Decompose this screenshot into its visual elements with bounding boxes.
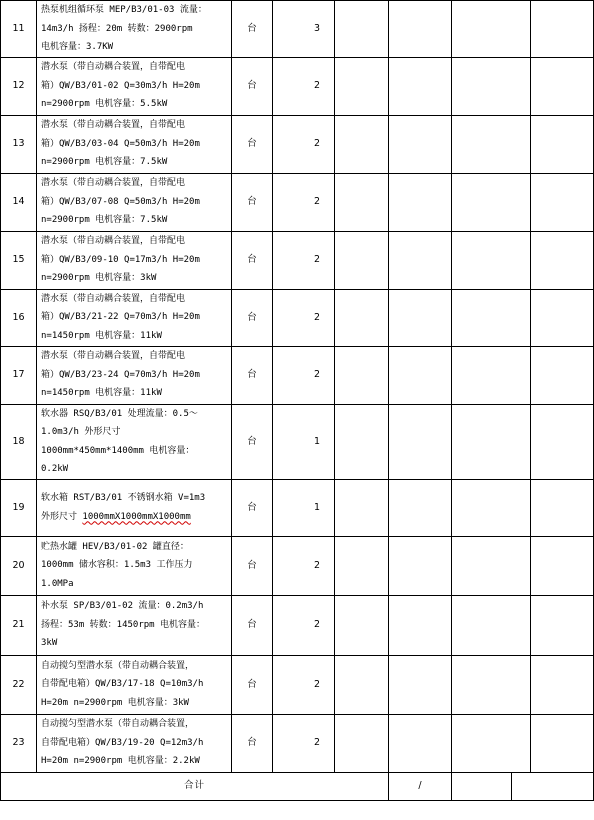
table-row <box>1 404 594 479</box>
empty-cell <box>389 173 452 231</box>
empty-cell <box>531 289 594 346</box>
unit-cell: 台 <box>232 1 273 58</box>
item-description <box>37 479 232 536</box>
row-number: 21 <box>1 595 37 655</box>
quantity-cell: 2 <box>273 346 335 404</box>
description-line: 0.2kW <box>41 464 69 474</box>
row-number: 22 <box>1 655 37 714</box>
empty-cell <box>389 714 452 772</box>
description-line: 1000mm 储水容积：1.5m3 工作压力 <box>41 560 193 571</box>
empty-cell <box>389 595 452 655</box>
row-number: 12 <box>1 57 37 115</box>
quantity-cell: 2 <box>273 714 335 772</box>
quantity-cell: 2 <box>273 655 335 714</box>
table-row <box>1 595 594 655</box>
item-description <box>37 655 232 714</box>
description-line: 潜水泵（带自动耦合装置，自带配电 <box>41 178 186 189</box>
row-number: 19 <box>1 479 37 536</box>
row-number: 13 <box>1 115 37 173</box>
table-row <box>1 57 594 115</box>
description-line: 潜水泵（带自动耦合装置，自带配电 <box>41 62 186 73</box>
description-line: 补水泵 SP/B3/01-02 流量：0.2m3/h <box>41 601 204 612</box>
table-row <box>1 714 594 772</box>
empty-cell <box>531 57 594 115</box>
quantity-cell: 2 <box>273 289 335 346</box>
empty-cell <box>531 1 594 58</box>
table-row <box>1 115 594 173</box>
quantity-cell: 2 <box>273 173 335 231</box>
quantity-cell: 2 <box>273 595 335 655</box>
description-line: 潜水泵（带自动耦合装置，自带配电 <box>41 236 186 247</box>
empty-cell <box>389 404 452 479</box>
quantity-cell: 2 <box>273 231 335 289</box>
table-row <box>1 231 594 289</box>
description-line: 3kW <box>41 638 58 649</box>
description-line: 箱）QW/B3/01-02 Q=30m3/h H=20m <box>41 80 200 91</box>
unit-cell: 台 <box>232 346 273 404</box>
empty-cell <box>531 346 594 404</box>
quantity-cell: 2 <box>273 57 335 115</box>
unit-cell: 台 <box>232 479 273 536</box>
empty-cell <box>531 173 594 231</box>
empty-cell <box>452 346 531 404</box>
row-number: 20 <box>1 536 37 595</box>
table-row <box>1 479 594 536</box>
empty-cell <box>335 404 389 479</box>
empty-cell <box>389 655 452 714</box>
empty-cell <box>335 289 389 346</box>
item-description <box>37 346 232 404</box>
unit-cell: 台 <box>232 536 273 595</box>
empty-cell <box>389 536 452 595</box>
dimension-value-spellcheck: 1000mmX1000mmX1000mm <box>82 511 191 522</box>
empty-cell <box>335 655 389 714</box>
item-description <box>37 536 232 595</box>
description-line: 潜水泵（带自动耦合装置，自带配电 <box>41 120 186 131</box>
empty-cell <box>389 289 452 346</box>
table-row <box>1 346 594 404</box>
empty-cell <box>452 404 531 479</box>
table-row <box>1 173 594 231</box>
empty-cell <box>512 772 594 800</box>
description-line: 软水器 RSQ/B3/01 处理流量：0.5～ <box>41 408 198 419</box>
empty-cell <box>531 595 594 655</box>
description-line: n=2900rpm 电机容量：7.5kW <box>41 157 168 168</box>
empty-cell <box>389 346 452 404</box>
row-number: 16 <box>1 289 37 346</box>
empty-cell <box>452 289 531 346</box>
item-description <box>37 289 232 346</box>
empty-cell <box>531 714 594 772</box>
unit-cell: 台 <box>232 655 273 714</box>
table-body <box>1 1 594 801</box>
empty-cell <box>335 115 389 173</box>
empty-cell <box>335 231 389 289</box>
description-line: 自动搅匀型潜水泵（带自动耦合装置， <box>41 719 195 730</box>
empty-cell <box>389 1 452 58</box>
description-line: 1000mm*450mm*1400mm 电机容量： <box>41 445 195 456</box>
description-line: 箱）QW/B3/21-22 Q=70m3/h H=20m <box>41 312 200 323</box>
row-number: 14 <box>1 173 37 231</box>
item-description <box>37 231 232 289</box>
item-description <box>37 173 232 231</box>
empty-cell <box>335 173 389 231</box>
empty-cell <box>335 536 389 595</box>
total-row <box>1 772 594 800</box>
empty-cell <box>531 231 594 289</box>
empty-cell <box>452 231 531 289</box>
description-line: H=20m n=2900rpm 电机容量：2.2kW <box>41 756 200 767</box>
dimension-prefix: 外形尺寸 <box>41 511 83 522</box>
description-line: 箱）QW/B3/23-24 Q=70m3/h H=20m <box>41 369 200 380</box>
unit-cell: 台 <box>232 714 273 772</box>
table-row <box>1 655 594 714</box>
row-number: 23 <box>1 714 37 772</box>
unit-cell: 台 <box>232 595 273 655</box>
description-line: n=1450rpm 电机容量：11kW <box>41 388 162 399</box>
total-label: 合计 <box>1 772 389 800</box>
description-line: 电机容量：3.7KW <box>41 42 114 52</box>
item-description <box>37 1 232 58</box>
description-line: 箱）QW/B3/09-10 Q=17m3/h H=20m <box>41 254 200 265</box>
empty-cell <box>389 57 452 115</box>
total-value: / <box>389 772 452 800</box>
item-description <box>37 115 232 173</box>
description-line: 14m3/h 扬程：20m 转数：2900rpm <box>41 23 193 34</box>
empty-cell <box>452 714 531 772</box>
empty-cell <box>335 479 389 536</box>
item-description <box>37 404 232 479</box>
unit-cell: 台 <box>232 57 273 115</box>
description-line: n=2900rpm 电机容量：7.5kW <box>41 215 168 226</box>
item-description <box>37 57 232 115</box>
quantity-cell: 3 <box>273 1 335 58</box>
unit-cell: 台 <box>232 173 273 231</box>
empty-cell <box>531 115 594 173</box>
empty-cell <box>531 655 594 714</box>
quantity-cell: 1 <box>273 479 335 536</box>
item-description <box>37 714 232 772</box>
empty-cell <box>452 772 512 800</box>
empty-cell <box>389 115 452 173</box>
empty-cell <box>452 115 531 173</box>
description-line: 潜水泵（带自动耦合装置，自带配电 <box>41 351 186 362</box>
description-line: 软水箱 RST/B3/01 不锈钢水箱 V=1m3 <box>41 493 206 503</box>
empty-cell <box>531 536 594 595</box>
empty-cell <box>452 1 531 58</box>
description-line: 1.0m3/h 外形尺寸 <box>41 427 121 437</box>
description-line: 1.0MPa <box>41 578 74 589</box>
table-row <box>1 536 594 595</box>
description-line: 扬程：53m 转数：1450rpm 电机容量： <box>41 619 206 630</box>
item-description <box>37 595 232 655</box>
empty-cell <box>335 1 389 58</box>
empty-cell <box>335 346 389 404</box>
unit-cell: 台 <box>232 289 273 346</box>
empty-cell <box>389 231 452 289</box>
quantity-cell: 2 <box>273 536 335 595</box>
description-line: 潜水泵（带自动耦合装置，自带配电 <box>41 293 186 304</box>
empty-cell <box>452 595 531 655</box>
empty-cell <box>452 173 531 231</box>
description-line: 自动搅匀型潜水泵（带自动耦合装置， <box>41 660 195 671</box>
description-line: n=2900rpm 电机容量：3kW <box>41 273 157 284</box>
row-number: 15 <box>1 231 37 289</box>
description-line: 箱）QW/B3/07-08 Q=50m3/h H=20m <box>41 196 200 207</box>
empty-cell <box>452 479 531 536</box>
empty-cell <box>335 714 389 772</box>
empty-cell <box>389 479 452 536</box>
empty-cell <box>452 536 531 595</box>
quantity-cell: 2 <box>273 115 335 173</box>
empty-cell <box>452 57 531 115</box>
empty-cell <box>531 479 594 536</box>
row-number: 18 <box>1 404 37 479</box>
description-line: H=20m n=2900rpm 电机容量：3kW <box>41 697 189 708</box>
description-line: 贮热水罐 HEV/B3/01-02 罐直径： <box>41 541 189 552</box>
description-line: 箱）QW/B3/03-04 Q=50m3/h H=20m <box>41 138 200 149</box>
unit-cell: 台 <box>232 404 273 479</box>
description-line: n=1450rpm 电机容量：11kW <box>41 330 162 341</box>
row-number: 11 <box>1 1 37 58</box>
description-line: 热泵机组循环泵 MEP/B3/01-03 流量： <box>41 5 207 15</box>
unit-cell: 台 <box>232 115 273 173</box>
quantity-cell: 1 <box>273 404 335 479</box>
description-line: n=2900rpm 电机容量：5.5kW <box>41 99 168 110</box>
row-number: 17 <box>1 346 37 404</box>
empty-cell <box>335 595 389 655</box>
empty-cell <box>531 404 594 479</box>
description-line: 自带配电箱）QW/B3/17-18 Q=10m3/h <box>41 679 204 690</box>
description-line: 自带配电箱）QW/B3/19-20 Q=12m3/h <box>41 737 204 748</box>
empty-cell <box>335 57 389 115</box>
description-line <box>41 508 228 527</box>
unit-cell: 台 <box>232 231 273 289</box>
empty-cell <box>452 655 531 714</box>
table-row <box>1 1 594 58</box>
table-row <box>1 289 594 346</box>
